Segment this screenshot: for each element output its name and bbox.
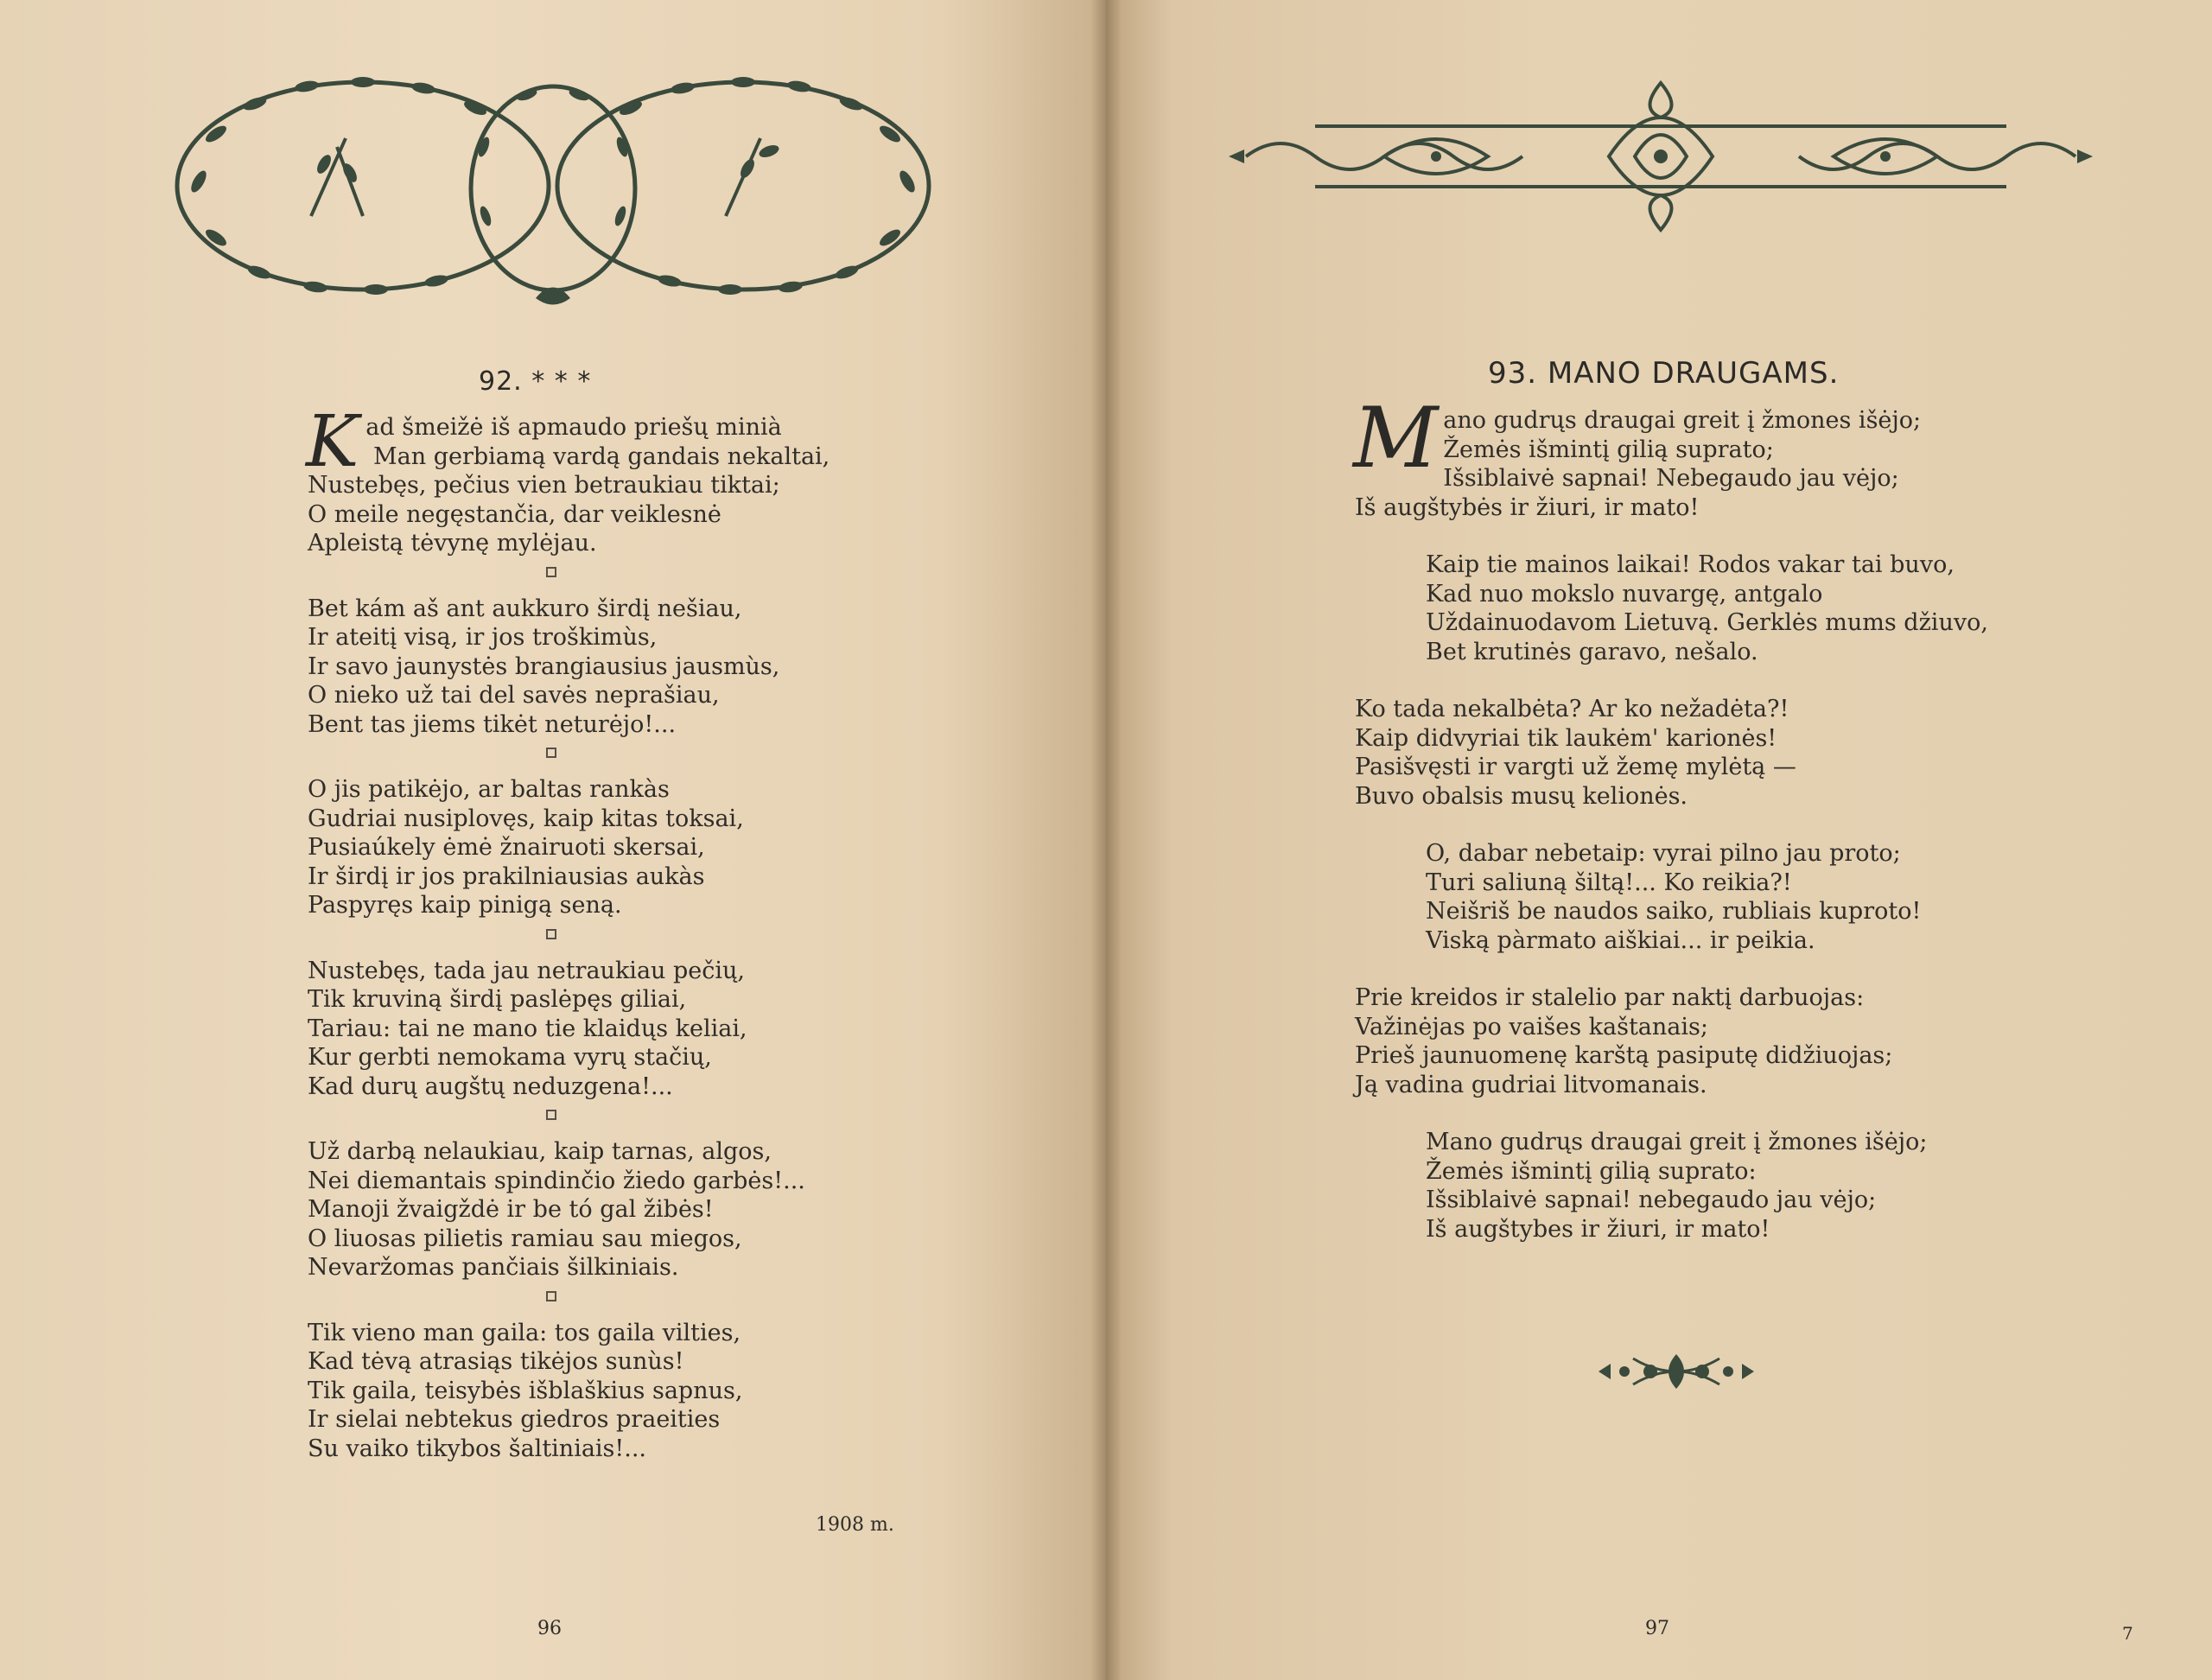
poem-line: Išsiblaivė sapnai! nebegaudo jau vėjo; [1426,1187,1877,1213]
scroll-header-ornament [1229,74,2093,247]
poem-line: Nustebęs, tada jau netraukiau pečių, [308,957,745,984]
poem-line: Bent tas jiems tikėt neturėjo!... [308,710,677,738]
book-spine-shadow [1090,0,1122,1680]
poem-date: 1908 m. [816,1514,894,1536]
poem-line: Tik gaila, teisybės išblaškius sapnus, [308,1377,743,1404]
stanza [1355,1128,1988,1244]
poem-line: O liuosas pilietis ramiau sau miegos, [308,1225,742,1252]
section-separator [546,929,556,939]
drop-cap: K [306,401,359,483]
closing-vignette-ornament [1599,1350,1754,1393]
section-separator [546,1110,556,1120]
poem-line: ad šmeižė iš apmaudo priešų minià [365,414,782,441]
poem-title: 92. * * * [479,366,592,397]
poem-line: Kaip tie mainos laikai! Rodos vakar tai buvo, [1426,551,1955,578]
poem-line: Prie kreidos ir stalelio par naktį darbuojas: [1355,984,1865,1011]
poem-line: Išsiblaivė sapnai! Nebegaudo jau vėjo; [1443,465,1899,492]
stanza [308,595,830,740]
poem-line: Bet kám aš ant aukkuro širdį nešiau, [308,595,742,622]
poem-line: Nevaržomas pančiais šilkiniais. [308,1254,679,1281]
poem-line: Turi saliuną šiltą!... Ko reikia?! [1426,869,1792,896]
poem-line: Paspyręs kaip pinigą seną. [308,892,622,919]
poem-line: Buvo obalsis musų kelionės. [1355,782,1688,810]
poem-line: Ir sielai nebtekus giedros praeities [308,1406,721,1433]
poem-line: Kur gerbti nemokama vyrų stačių, [308,1044,712,1071]
poem-line: Ir širdį ir jos prakilniausias aukàs [308,862,705,890]
poem-line: Iš augštybės ir žiuri, ir mato! [1355,493,1700,521]
poem-line: Manoji žvaigždė ir be tó gal žibės! [308,1196,714,1223]
poem-line: Man gerbiamą vardą gandais nekaltai, [373,442,830,470]
poem-line: Nustebęs, pečius vien betraukiau tiktai; [308,472,780,499]
poem-line: Tik vieno man gaila: tos gaila vilties, [308,1319,741,1346]
poem-line: Kaip didvyriai tik laukėm' karionės! [1355,724,1777,752]
section-separator [546,748,556,758]
poem-line: O jis patikėjo, ar baltas rankàs [308,776,670,803]
poem-line: Ko tada nekalbėta? Ar ko nežadėta?! [1355,696,1789,722]
poem-line: ano gudrųs draugai greit į žmones išėjo; [1443,407,1922,434]
poem-line: Kad durų augštų neduzgena!... [308,1072,673,1100]
poem-line: Gudriai nusiplovęs, kaip kitas toksai, [308,805,744,832]
poem-line: Tariau: tai ne mano tie klaidųs keliai, [308,1015,747,1042]
poem-line: Nei diemantais spindinčio žiedo garbės!... [308,1167,805,1194]
poem-line: Ir savo jaunystės brangiausius jausmùs, [308,652,780,680]
stanza [1355,983,1988,1099]
poem-line: Prieš jaunuomenę karštą pasiputę didžiuojas; [1355,1042,1893,1069]
stanza [1353,390,1988,522]
stanza [306,401,830,558]
page-number: 97 [1645,1618,1669,1639]
stanza [308,1137,830,1282]
section-separator [546,1291,556,1301]
poem-93-body [1353,390,1988,1244]
poem-line: Su vaiko tikybos šaltiniais!... [308,1435,647,1462]
poem-line: Žemės išmintį gilią suprato; [1443,436,1774,463]
poem-line: Ir ateitį visą, ir jos troškimùs, [308,624,658,651]
wreath-ornament [164,52,942,320]
poem-line: Tik kruviną širdį paslėpęs giliai, [308,986,687,1013]
poem-line: Apleistą tėvynę mylėjau. [308,530,597,557]
poem-92-body [306,401,830,1463]
poem-line: Neišriš be naudos saiko, rubliais kuproto! [1426,898,1922,925]
section-separator [546,567,556,577]
poem-title: 93. MANO DRAUGAMS. [1488,356,1840,391]
page-number: 96 [537,1618,562,1639]
stanza [308,1319,830,1464]
poem-line: O meile negęstančia, dar veiklesnė [308,500,721,528]
signature-mark: 7 [2122,1623,2133,1644]
poem-line: Važinėjas po vaišes kaštanais; [1355,1013,1708,1040]
poem-line: O nieko už tai del savės neprašiau, [308,682,720,709]
poem-line: Už darbą nelaukiau, kaip tarnas, algos, [308,1138,772,1165]
poem-line: Ją vadina gudriai litvomanais. [1355,1071,1707,1098]
poem-line: Bet krutinės garavo, nešalo. [1426,638,1758,665]
poem-line: Pusiaúkely ėmė žnairuoti skersai, [308,834,705,861]
poem-line: O, dabar nebetaip: vyrai pilno jau proto; [1426,840,1901,867]
stanza [1355,695,1988,811]
poem-line: Mano gudrųs draugai greit į žmones išėjo; [1426,1129,1928,1155]
drop-cap: M [1353,390,1439,487]
poem-line: Kad nuo mokslo nuvargę, antgalo [1426,580,1823,608]
poem-line: Pasišvęsti ir vargti už žemę mylėtą — [1355,754,1796,780]
stanza [308,957,830,1102]
right-page [1106,0,2212,1680]
poem-line: Viską pàrmato aiškiai... ir peikia. [1426,926,1815,954]
stanza [1355,550,1988,666]
poem-line: Uždainuodavom Lietuvą. Gerklės mums džiuvo, [1426,609,1988,636]
stanza [308,775,830,920]
poem-line: Iš augštybes ir žiuri, ir mato! [1426,1215,1770,1243]
poem-line: Žemės išmintį gilią suprato: [1426,1157,1757,1185]
stanza [1355,839,1988,955]
poem-line: Kad tėvą atrasiąs tikėjos sunùs! [308,1348,684,1375]
